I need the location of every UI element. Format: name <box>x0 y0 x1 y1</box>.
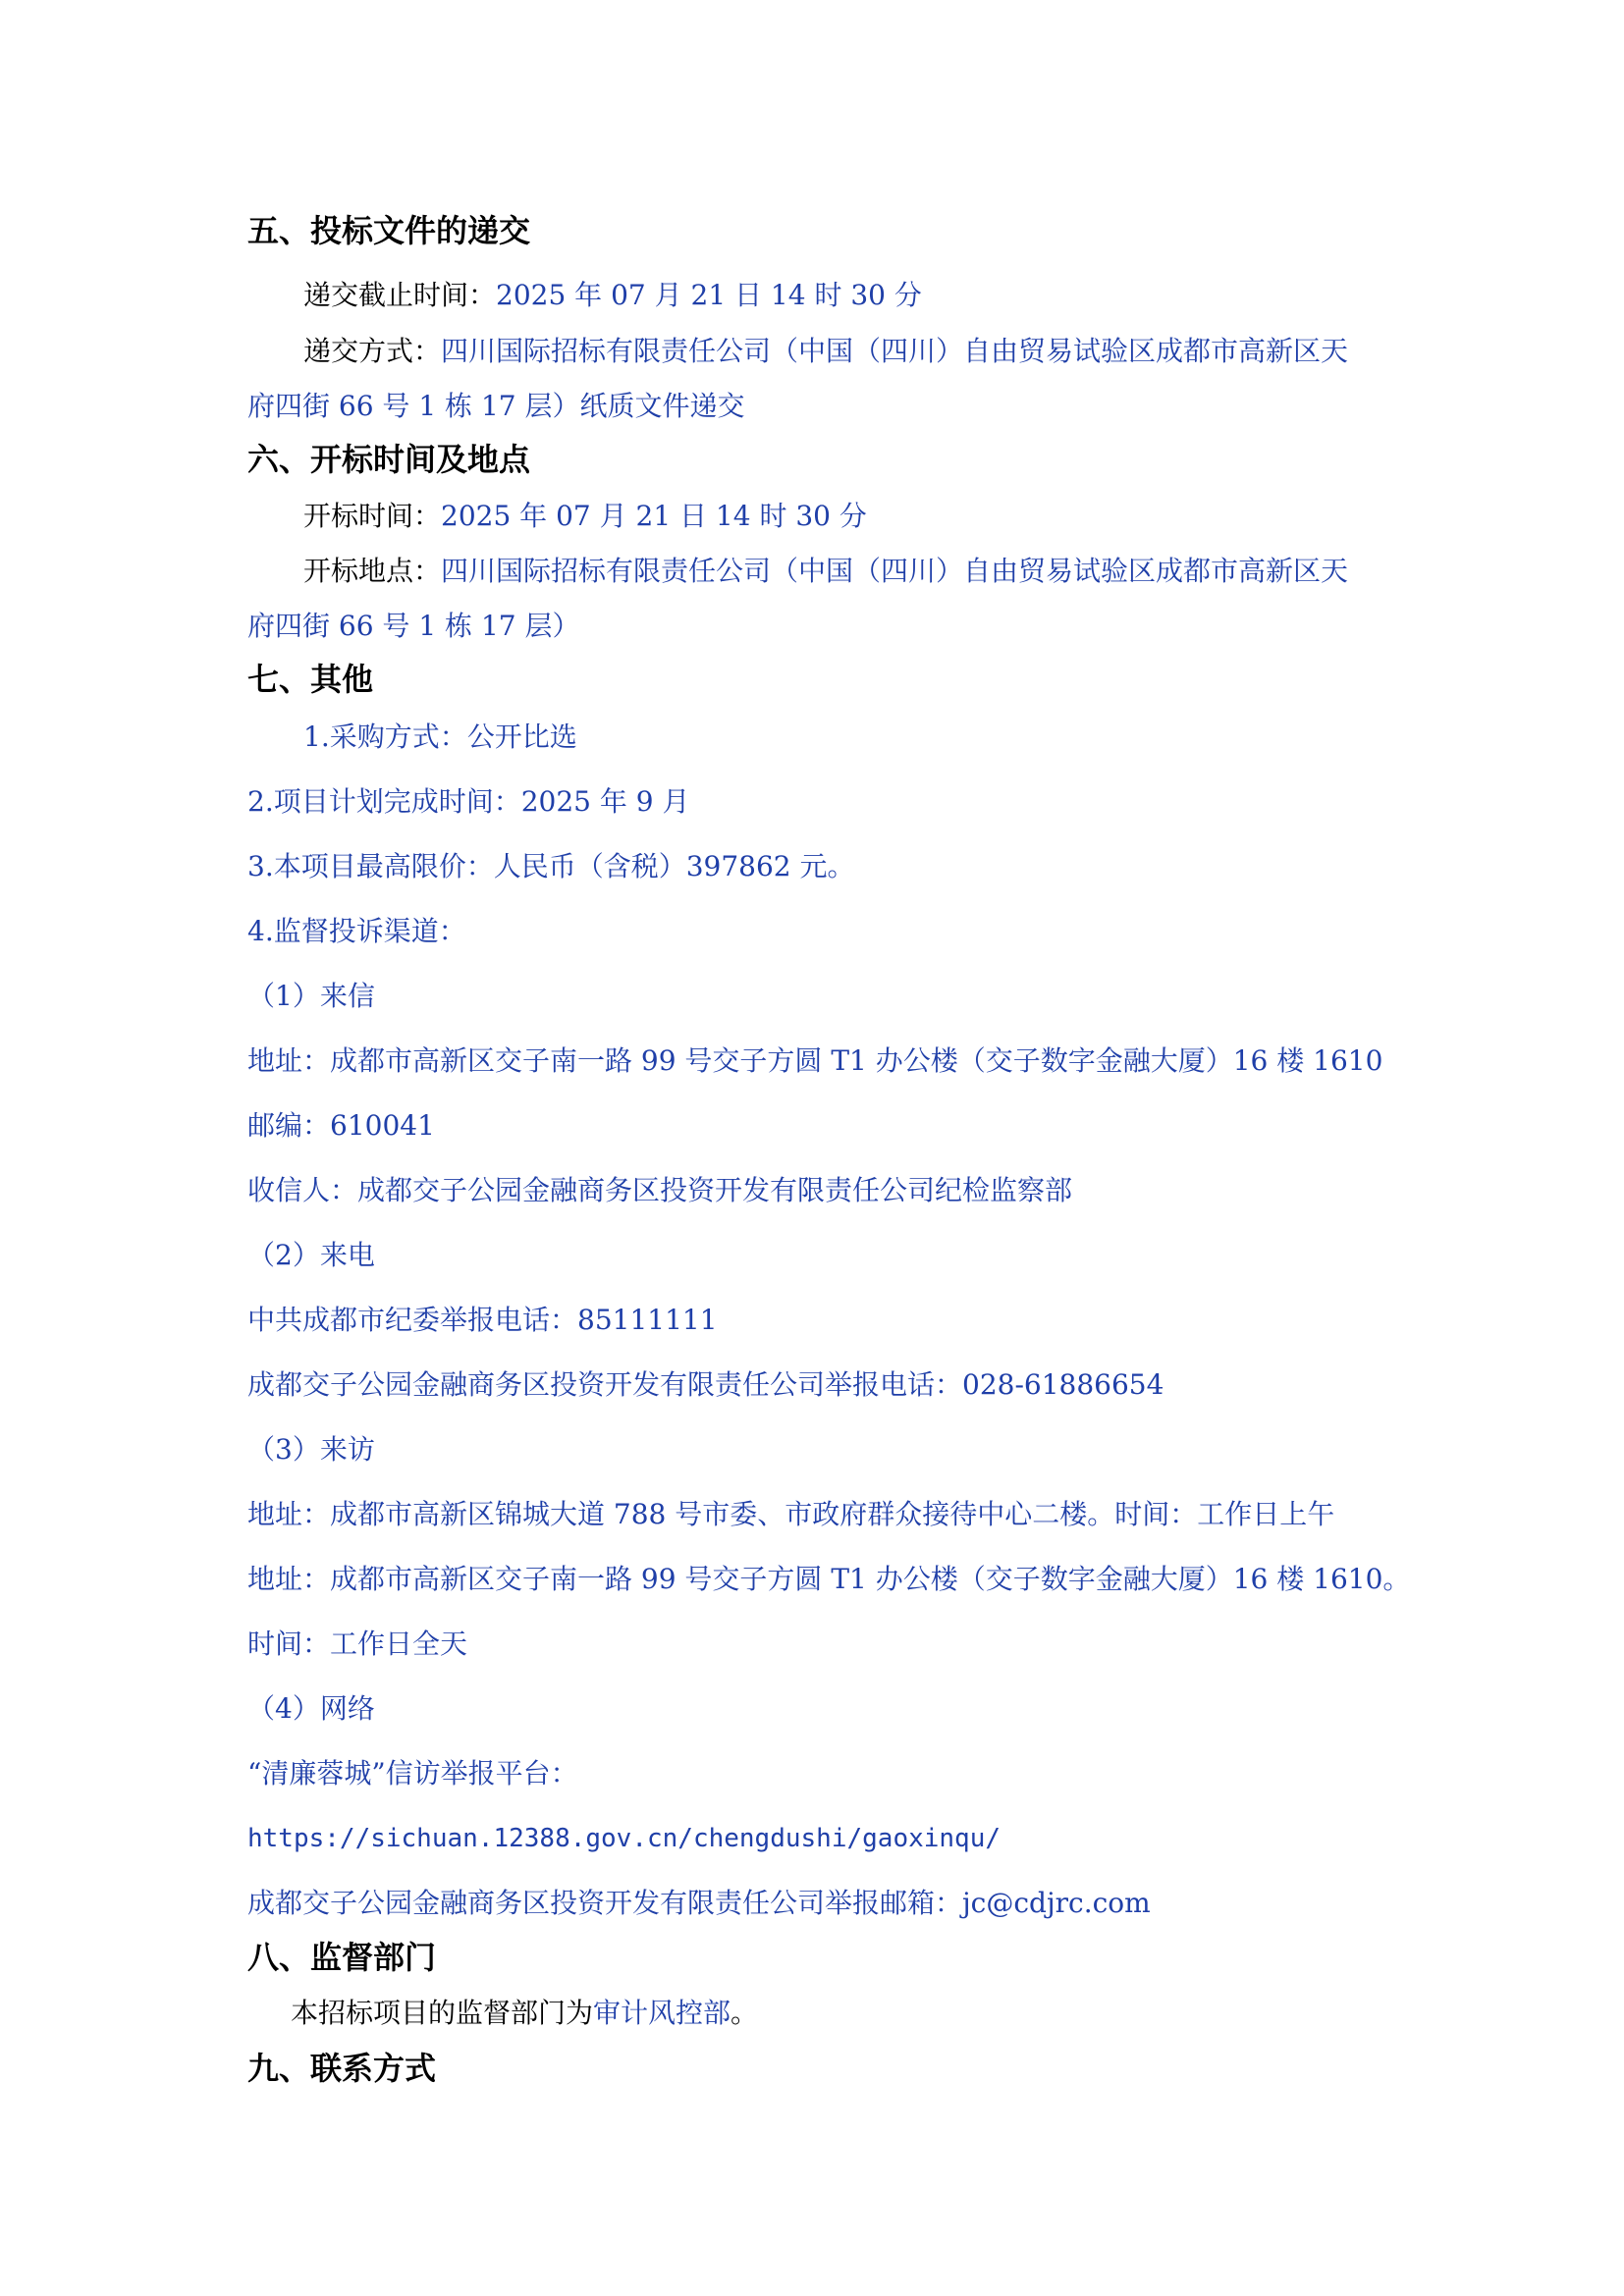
submission-method-line <box>303 332 1348 371</box>
section-5-heading: 五、投标文件的递交 <box>247 212 531 249</box>
phone-line-2: 成都交子公园金融商务区投资开发有限责任公司举报电话：028-61886654 <box>247 1368 1164 1401</box>
method-label: 递交方式： <box>303 335 442 367</box>
supervision-dept: 审计风控部 <box>593 1997 731 2029</box>
letter-address: 地址：成都市高新区交子南一路 99 号交子方圆 T1 办公楼（交子数字金融大厦）16 楼 1610 <box>247 1044 1383 1077</box>
opening-time-line <box>303 497 867 536</box>
supervision-suffix: 。 <box>731 1997 759 2029</box>
letter-heading: （1）来信 <box>247 980 375 1012</box>
section-8-heading: 八、监督部门 <box>247 1939 437 1976</box>
opening-time-label: 开标时间： <box>303 500 442 532</box>
opening-place-value-2: 府四街 66 号 1 栋 17 层） <box>247 610 580 642</box>
opening-time-value: 2025 年 07 月 21 日 14 时 30 分 <box>441 500 867 532</box>
supervision-prefix: 本招标项目的监督部门为 <box>291 1997 594 2029</box>
section-7-heading: 七、其他 <box>247 661 374 698</box>
method-value-1: 四川国际招标有限责任公司（中国（四川）自由贸易试验区成都市高新区天 <box>441 335 1349 367</box>
opening-place-line <box>303 552 1348 591</box>
network-url[interactable]: https://sichuan.12388.gov.cn/chengdushi/gaoxinqu/ <box>247 1824 1001 1853</box>
max-price: 3.本项目最高限价：人民币（含税）397862 元。 <box>247 850 855 882</box>
phone-line-1: 中共成都市纪委举报电话：85111111 <box>247 1304 718 1336</box>
deadline-label: 递交截止时间： <box>303 279 497 311</box>
deadline-value: 2025 年 07 月 21 日 14 时 30 分 <box>496 279 922 311</box>
visit-heading: （3）来访 <box>247 1433 375 1466</box>
network-email: 成都交子公园金融商务区投资开发有限责任公司举报邮箱：jc@cdjrc.com <box>247 1887 1151 1919</box>
network-platform: “清廉蓉城”信访举报平台： <box>247 1757 578 1789</box>
visit-address-1: 地址：成都市高新区锦城大道 788 号市委、市政府群众接待中心二楼。时间：工作日上午 <box>247 1498 1335 1530</box>
supervision-line <box>291 1994 758 2033</box>
section-9-heading: 九、联系方式 <box>247 2050 437 2087</box>
letter-recipient: 收信人：成都交子公园金融商务区投资开发有限责任公司纪检监察部 <box>247 1174 1073 1206</box>
completion-time: 2.项目计划完成时间：2025 年 9 月 <box>247 785 690 818</box>
visit-address-2: 地址：成都市高新区交子南一路 99 号交子方圆 T1 办公楼（交子数字金融大厦）16 楼 1610。 <box>247 1563 1411 1595</box>
phone-heading: （2）来电 <box>247 1239 375 1271</box>
deadline-line <box>303 276 922 315</box>
section-6-heading: 六、开标时间及地点 <box>247 441 531 478</box>
complaint-channels: 4.监督投诉渠道： <box>247 915 466 947</box>
letter-postcode: 邮编：610041 <box>247 1109 435 1142</box>
method-value-2: 府四街 66 号 1 栋 17 层）纸质文件递交 <box>247 390 745 422</box>
procurement-method: 1.采购方式：公开比选 <box>303 721 577 753</box>
opening-place-label: 开标地点： <box>303 555 442 587</box>
opening-place-value-1: 四川国际招标有限责任公司（中国（四川）自由贸易试验区成都市高新区天 <box>441 555 1349 587</box>
network-heading: （4）网络 <box>247 1692 375 1725</box>
visit-time: 时间：工作日全天 <box>247 1628 468 1660</box>
